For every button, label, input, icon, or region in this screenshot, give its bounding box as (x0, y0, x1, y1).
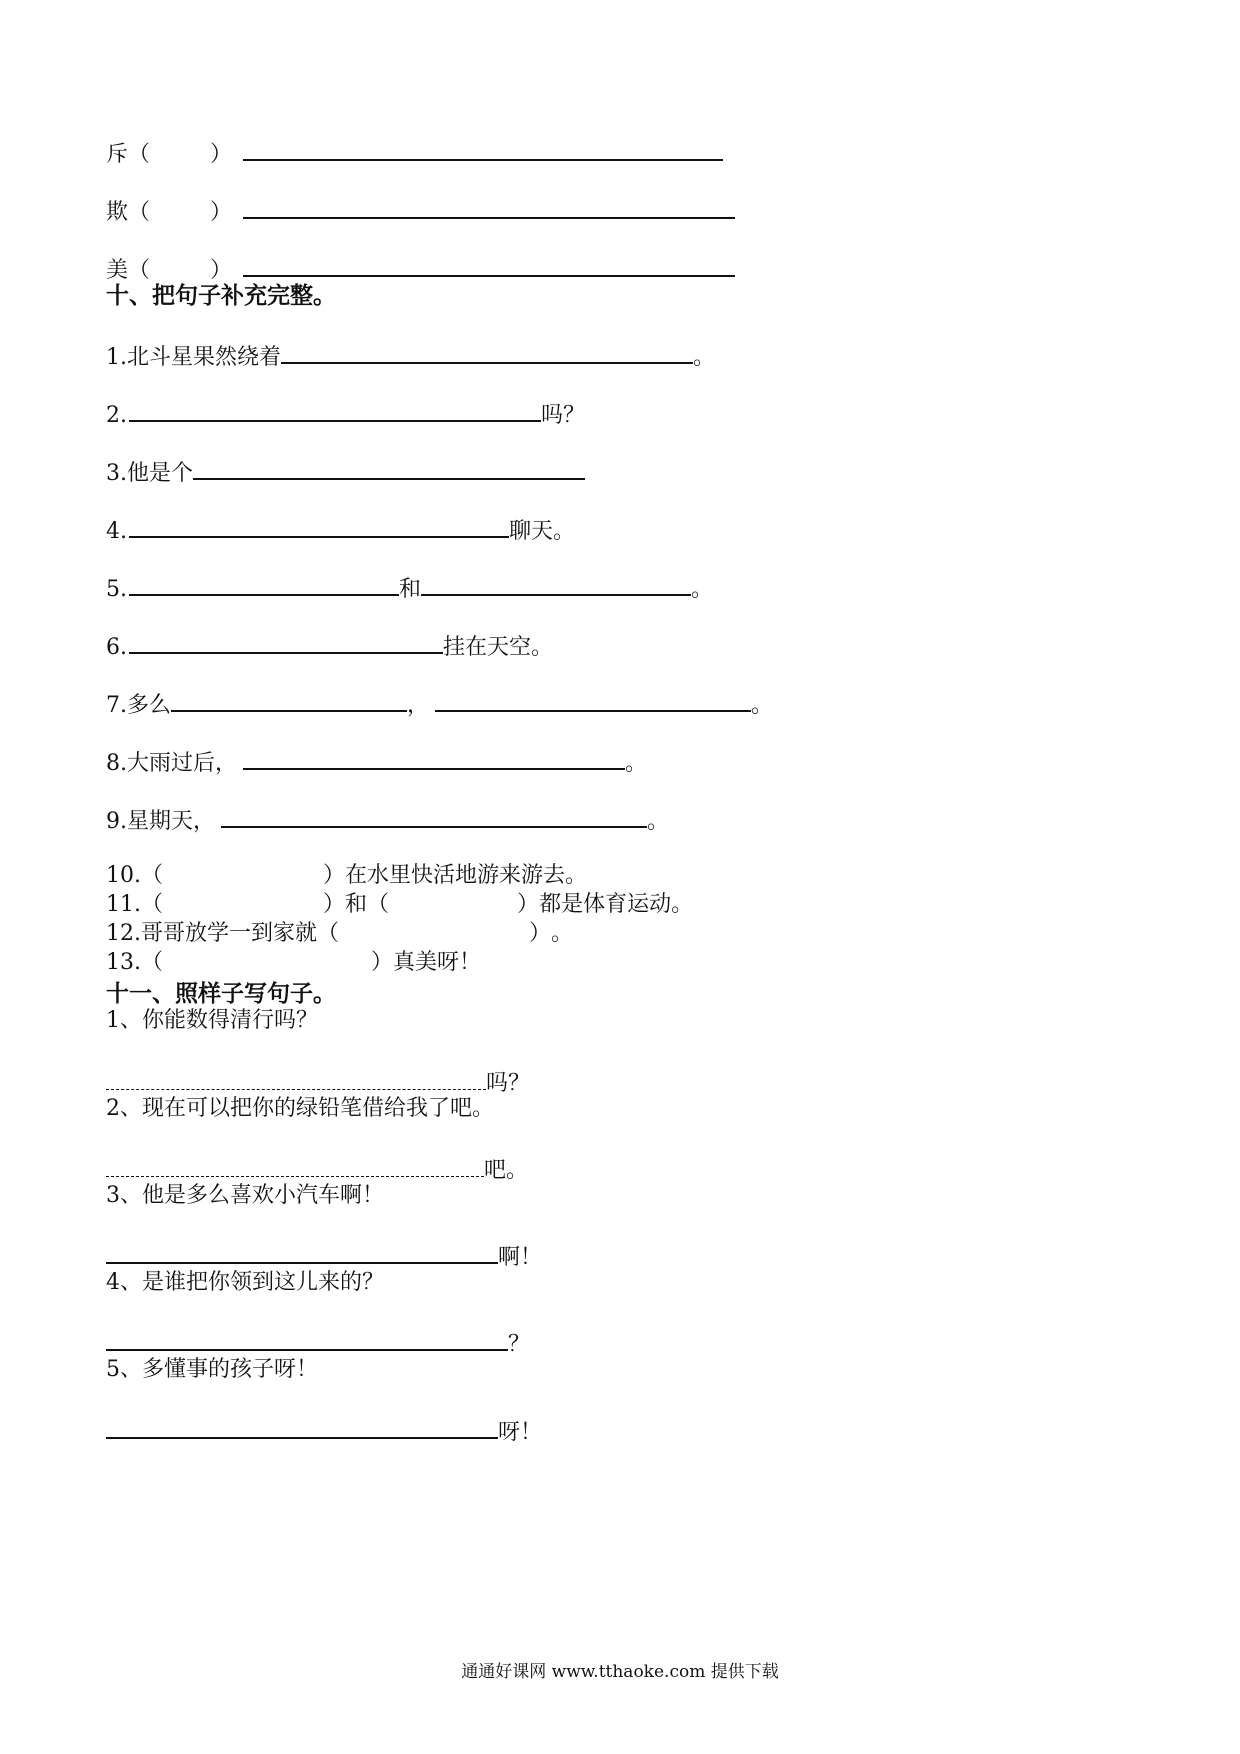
answer-blank[interactable] (421, 570, 691, 596)
answer-blank[interactable] (129, 396, 541, 422)
sentence-3: 3.他是个 (106, 454, 585, 489)
word-row-2: 欺（ ） (106, 193, 735, 228)
answer-blank[interactable] (281, 338, 693, 364)
sentence-5: 5. 和 。 (106, 570, 713, 605)
sentence-9: 9.星期天， 。 (106, 802, 669, 837)
example-prompt-5: 5、多懂事的孩子呀！ (106, 1357, 318, 1382)
answer-blank[interactable] (243, 744, 625, 770)
example-prompt-3: 3、他是多么喜欢小汽车啊！ (106, 1183, 384, 1208)
sentence-7: 7.多么 ， 。 (106, 686, 773, 721)
section-10-title: 十、把句子补充完整。 (106, 283, 336, 309)
example-answer-5: 呀！ (106, 1413, 542, 1448)
sentence-12: 12.哥哥放学一到家就（ ）。 (106, 921, 574, 946)
answer-blank[interactable] (129, 628, 443, 654)
answer-blank[interactable] (171, 686, 407, 712)
example-prompt-1: 1、你能数得清行吗？ (106, 1008, 318, 1033)
answer-blank[interactable] (243, 193, 735, 219)
answer-blank[interactable] (106, 1413, 498, 1439)
word-char: 斥 (106, 142, 129, 167)
answer-blank[interactable] (106, 1152, 484, 1177)
sentence-13: 13.（ ）真美呀！ (106, 950, 482, 975)
sentence-8: 8.大雨过后， 。 (106, 744, 647, 779)
example-prompt-2: 2、现在可以把你的绿铅笔借给我了吧。 (106, 1096, 494, 1121)
answer-blank[interactable] (243, 251, 735, 277)
answer-blank[interactable] (129, 570, 399, 596)
sentence-1: 1.北斗星果然绕着 。 (106, 338, 715, 373)
sentence-10: 10.（ ）在水里快活地游来游去。 (106, 863, 588, 888)
answer-blank[interactable] (129, 512, 509, 538)
answer-blank[interactable] (435, 686, 751, 712)
answer-blank[interactable] (106, 1065, 486, 1090)
answer-blank[interactable] (193, 454, 585, 480)
answer-blank[interactable] (106, 1325, 508, 1351)
sentence-11: 11.（ ）和（ ）都是体育运动。 (106, 892, 694, 917)
word-char: 美 (106, 258, 129, 283)
answer-blank[interactable] (221, 802, 647, 828)
word-row-3: 美（ ） (106, 251, 735, 286)
example-answer-3: 啊！ (106, 1238, 542, 1273)
example-answer-1: 吗？ (106, 1065, 530, 1099)
sentence-4: 4. 聊天。 (106, 512, 575, 547)
sentence-6: 6. 挂在天空。 (106, 628, 553, 663)
word-row-1: 斥（ ） (106, 135, 723, 170)
example-prompt-4: 4、是谁把你领到这儿来的？ (106, 1270, 384, 1295)
section-11-title: 十一、照样子写句子。 (106, 981, 336, 1007)
answer-blank[interactable] (243, 135, 723, 161)
answer-blank[interactable] (106, 1238, 498, 1264)
page-footer: 通通好课网 www.tthaoke.com 提供下载 (461, 1662, 779, 1682)
word-char: 欺 (106, 200, 129, 225)
example-answer-4: ？ (106, 1325, 530, 1360)
sentence-2: 2. 吗？ (106, 396, 585, 431)
example-answer-2: 吧。 (106, 1152, 528, 1186)
